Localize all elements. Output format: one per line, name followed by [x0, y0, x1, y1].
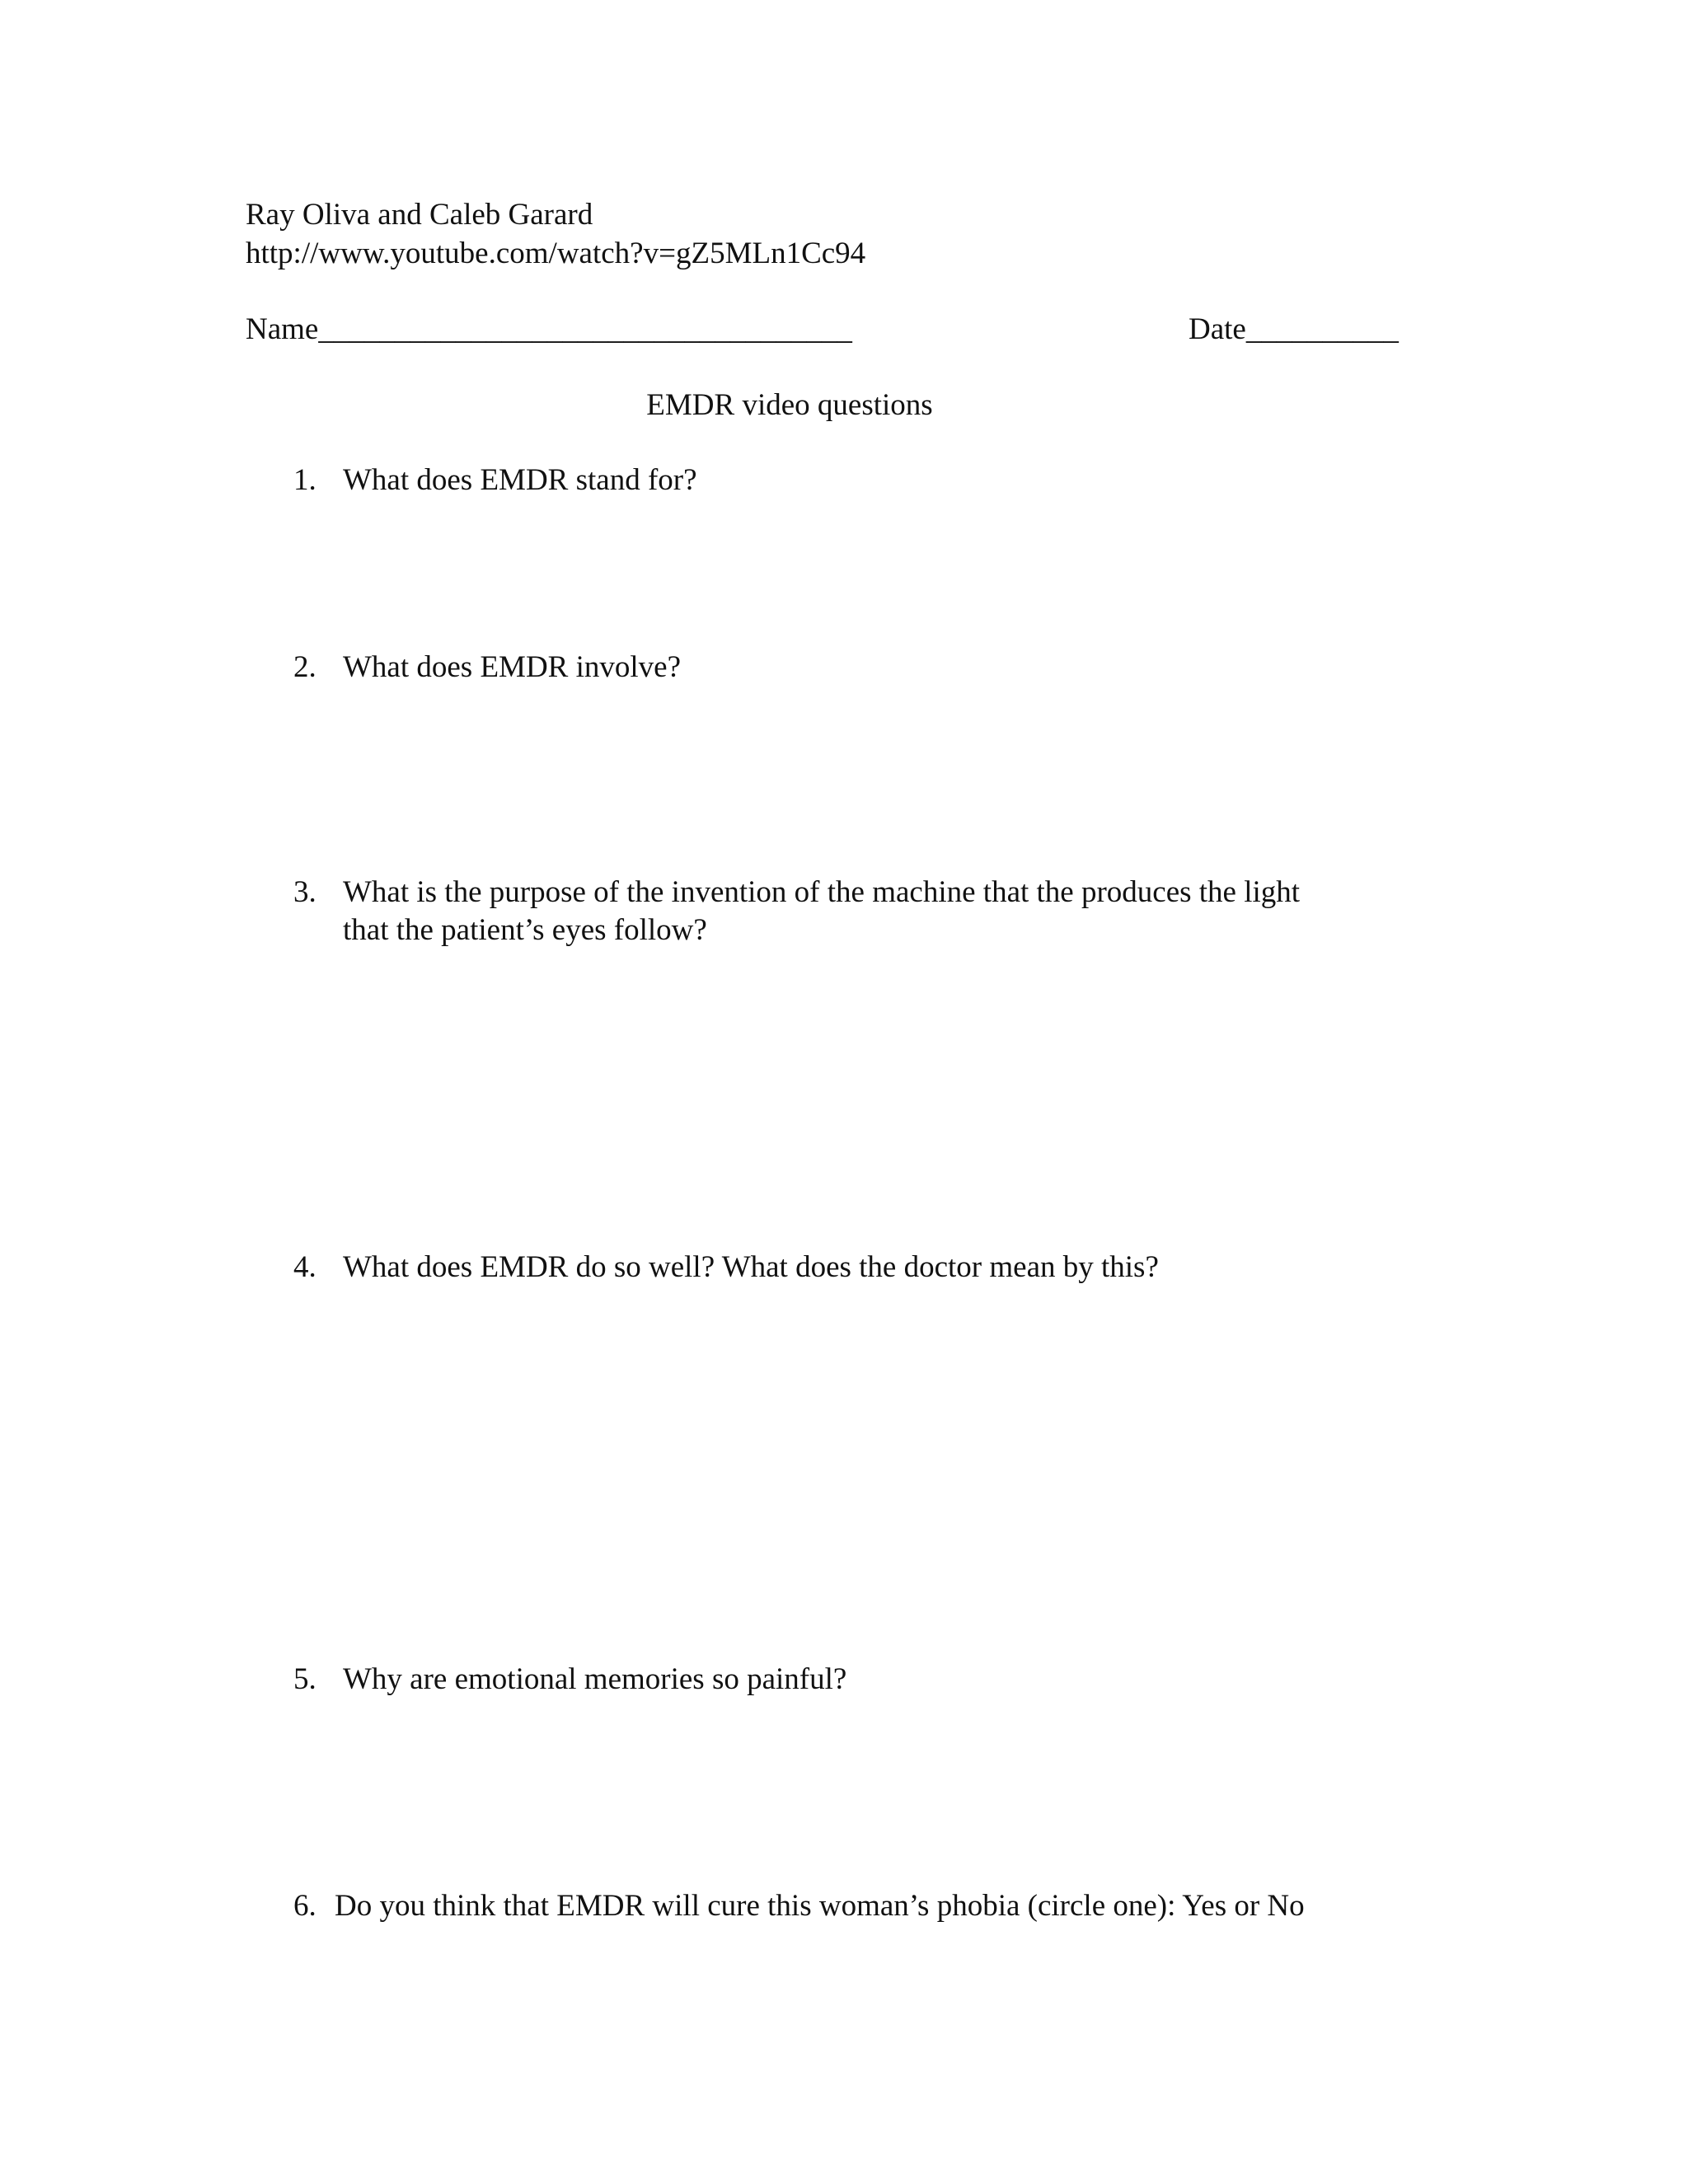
question-text: What does EMDR stand for?: [343, 463, 697, 497]
question-1: [293, 462, 697, 499]
name-field: [246, 311, 852, 349]
question-text: What does EMDR involve?: [343, 650, 681, 684]
question-number: 3.: [293, 875, 316, 909]
question-text: Do you think that EMDR will cure this woman’s phobia (circle one): Yes or No: [335, 1889, 1305, 1923]
question-number: 1.: [293, 463, 316, 497]
question-6: [293, 1887, 1305, 1925]
name-label: Name: [246, 312, 319, 346]
video-url: http://www.youtube.com/watch?v=gZ5MLn1Cc94: [246, 237, 866, 270]
question-text: Why are emotional memories so painful?: [343, 1662, 847, 1696]
authors-line: Ray Oliva and Caleb Garard: [246, 198, 593, 232]
question-text: What does EMDR do so well? What does the doctor mean by this?: [343, 1250, 1159, 1284]
name-blank: ___________________________________: [318, 312, 852, 346]
date-label: Date: [1189, 312, 1246, 346]
question-3-continuation: that the patient’s eyes follow?: [343, 913, 707, 947]
question-5: [293, 1661, 846, 1699]
question-number: 5.: [293, 1662, 316, 1696]
question-4: [293, 1249, 1159, 1286]
question-number: 4.: [293, 1250, 316, 1284]
worksheet-title: EMDR video questions: [646, 388, 933, 422]
date-field: [1189, 311, 1399, 349]
date-blank: __________: [1245, 312, 1399, 346]
question-number: 6.: [293, 1889, 316, 1923]
question-text: What is the purpose of the invention of the machine that the produces the light: [343, 875, 1301, 909]
question-3: [293, 874, 1300, 912]
question-number: 2.: [293, 650, 316, 684]
question-2: [293, 649, 681, 687]
